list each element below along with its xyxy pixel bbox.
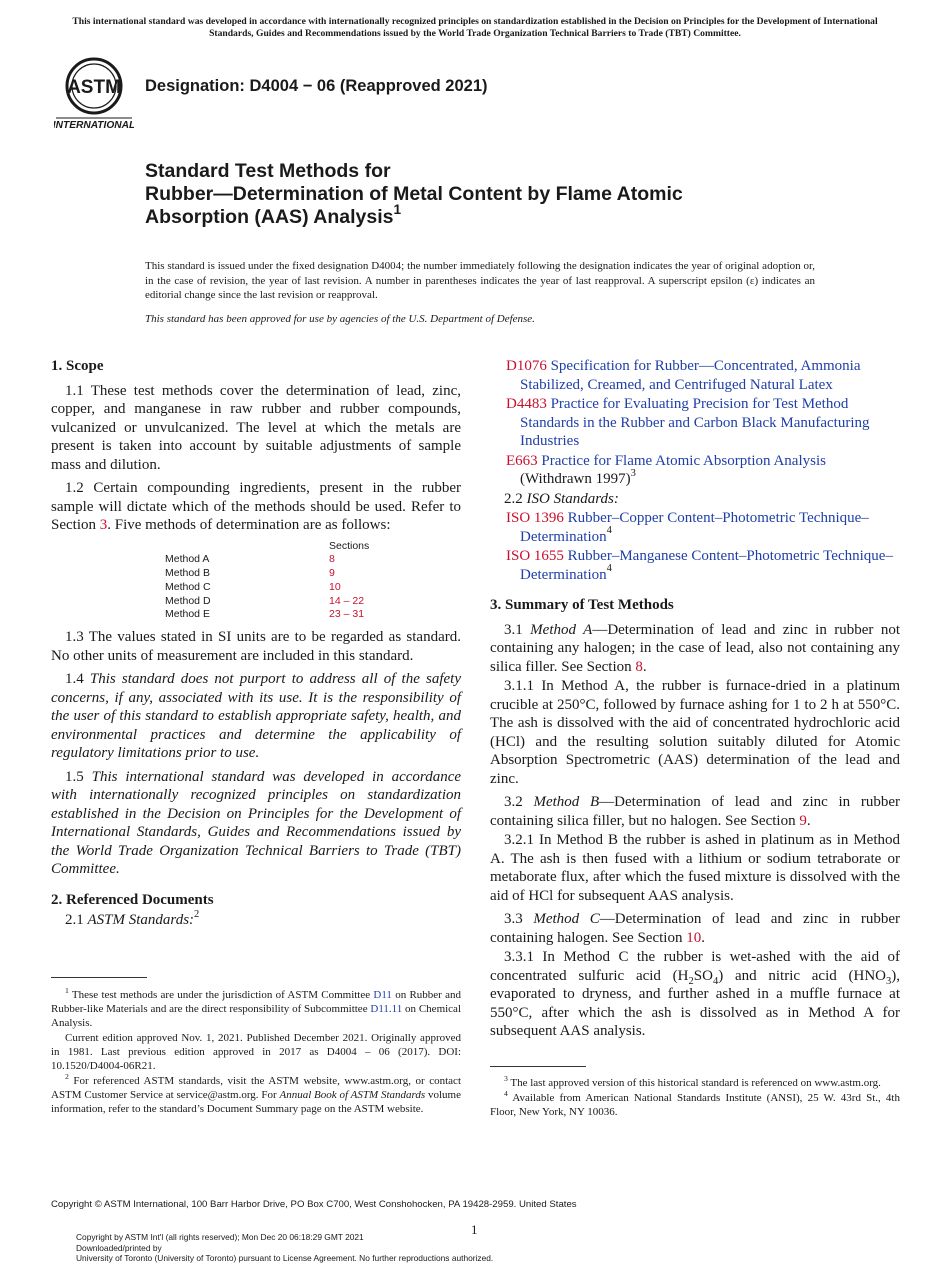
method-sections-link[interactable]: 23 – 31 xyxy=(329,608,365,621)
logo-text: ASTM xyxy=(67,77,121,98)
footnote-divider xyxy=(51,977,147,978)
footnote-3-mark[interactable]: 3 xyxy=(630,467,636,479)
reference-title-link[interactable]: Practice for Flame Atomic Absorption Analysis xyxy=(541,452,826,469)
summary-3-1: 3.1 Method A—Determination of lead and zinc in rubber not containing any halogen; in the case of lead, also not containing any silica filler. See Section 8. xyxy=(490,621,900,675)
right-footnotes xyxy=(490,1073,900,1120)
approval-note: This standard has been approved for use by agencies of the U.S. Department of Defense. xyxy=(145,313,535,325)
title-line-1: Standard Test Methods for xyxy=(145,160,391,182)
methods-row xyxy=(165,608,461,622)
page-number: 1 xyxy=(471,1222,478,1237)
footnote-1-edition: Current edition approved Nov. 1, 2021. Published December 2021. Originally approved in 1981. Last previous edition approved in 2017 as D4004 – 06 (2017). DOI: 10.1520/D4004-06R21. xyxy=(51,1032,461,1072)
reference-code-link[interactable]: D1076 xyxy=(506,358,547,374)
copyright-line: Copyright © ASTM International, 100 Barr Harbor Drive, PO Box C700, West Conshohocken, PA 19428-2959. United States xyxy=(51,1199,577,1210)
methods-table xyxy=(165,540,461,623)
summary-3-1-1: 3.1.1 In Method A, the rubber is furnace-dried in a platinum crucible at 250°C, followed by furnace ashing for 1 to 2 h at 550°C. The ash is dissolved with the aid of concentrated hydrochloric acid (HCl) and the resulting solution suitably diluted for Atomic Absorption Spectrometric (AAS) determination of the lead and zinc. xyxy=(490,678,900,787)
summary-3-3-1: 3.3.1 In Method C the rubber is wet-ashed with the aid of concentrated sulfuric acid $(H_2SO_4)$ and nitric acid $(HNO_3)$, evaporated to dryness, and further ashed in a muffle furnace at 550°C, after which the ash is dissolved as in Method A for subsequent AAS analysis. xyxy=(490,949,900,1039)
reference-item: E663 Practice for Flame Atomic Absorption Analysis (Withdrawn 1997)$^3$ xyxy=(506,452,826,487)
reference-title-link[interactable]: Rubber–Copper Content–Photometric Technique–Determination xyxy=(520,510,869,545)
designation: Designation: D4004 − 06 (Reapproved 2021) xyxy=(145,77,488,95)
astm-logo-mark xyxy=(54,56,134,132)
right-column xyxy=(490,357,900,1046)
method-name: Method E xyxy=(165,608,210,621)
footnote-4: $^4$ Available from American National Standards Institute (ANSI), 25 W. 43rd St., 4th Floor, New York, NY 10036. xyxy=(490,1088,900,1118)
astm-logo xyxy=(54,56,134,132)
summary-3-3: 3.3 Method C—Determination of lead and zinc in rubber containing halogen. See Section 10. xyxy=(490,911,901,946)
methods-row xyxy=(165,567,461,581)
method-name: Method A xyxy=(165,553,210,566)
section-9-link[interactable]: 9 xyxy=(799,812,807,829)
method-sections-link[interactable]: 10 xyxy=(329,580,341,593)
scope-heading: 1. Scope xyxy=(51,358,104,374)
reference-code-link[interactable]: ISO 1655 xyxy=(506,548,564,564)
summary-3-2-1: 3.2.1 In Method B the rubber is ashed in platinum as in Method A. The ash is then fused with a lithium or sodium tetraborate or metaborate flux, after which the fused mixture is dissolved with the aid of HCl for subsequent AAS analysis. xyxy=(490,832,900,904)
footnote-1: $^1$ These test methods are under the jurisdiction of ASTM Committee D11 on Rubber and Rubber-like Materials and are the direct responsibility of Subcommittee D11.11 on Chemical Analysis. xyxy=(51,985,462,1029)
left-column xyxy=(51,357,461,935)
method-name: Method D xyxy=(165,594,211,607)
license-line-3: University of Toronto (University of Toronto) pursuant to License Agreement. No further reproductions authorized. xyxy=(76,1253,494,1264)
document-title xyxy=(145,160,865,229)
footnote-4-mark[interactable]: 4 xyxy=(606,563,612,575)
reference-title-link[interactable]: Practice for Evaluating Precision for Test Method Standards in the Rubber and Carbon Black Manufacturing Industries xyxy=(520,396,870,449)
license-notice xyxy=(76,1232,493,1264)
reference-code-link[interactable]: ISO 1396 xyxy=(506,510,564,526)
methods-row xyxy=(165,595,461,609)
footnote-2: $^2$ For referenced ASTM standards, visit the ASTM website, www.astm.org, or contact ASTM Customer Service at service@astm.org. For Annual Book of ASTM Standards volume information, refer to the standard’s Document Summary page on the ASTM website. xyxy=(51,1071,461,1115)
title-line-3-text: Absorption (AAS) Analysis xyxy=(145,206,394,228)
method-sections-link[interactable]: 8 xyxy=(329,553,335,566)
top-notice: This international standard was developed in accordance with internationally recognized principles on standardization established in the Decision on Principles for the Development of International Standards, Guides and Recommendations issued by the World Trade Organization Technical Barriers to Trade (TBT) Committee. xyxy=(72,16,878,39)
methods-table-header: Sections xyxy=(329,539,370,552)
methods-row xyxy=(165,553,461,567)
section-8-link[interactable]: 8 xyxy=(635,658,643,675)
method-sections-link[interactable]: 14 – 22 xyxy=(329,594,365,607)
issue-note: This standard is issued under the fixed designation D4004; the number immediately following the designation indicates the year of original adoption or, in the case of revision, the year of last revision. A number in parentheses indicates the year of last reapproval. A superscript epsilon (ε) indicates an editorial change since the last revision or reapproval. xyxy=(145,260,815,301)
section-10-link[interactable]: 10 xyxy=(686,929,702,946)
reference-title-link[interactable]: Rubber–Manganese Content–Photometric Technique–Determination xyxy=(520,548,893,583)
scope-1-1: 1.1 These test methods cover the determination of lead, zinc, copper, and manganese in raw rubber and rubber compounds, vulcanized or unvulcanized. The level at which the metals are present is taken into account by suitable adjustments of sample mass and dilution. xyxy=(51,382,461,473)
referenced-2-2: 2.2 ISO Standards: xyxy=(504,490,619,507)
reference-item xyxy=(490,547,900,584)
referenced-documents-heading: 2. Referenced Documents xyxy=(51,891,214,908)
subcommittee-d11-11-link[interactable]: D11.11 xyxy=(370,1003,403,1015)
title-line-3 xyxy=(145,202,865,229)
scope-1-5: 1.5 This international standard was developed in accordance with internationally recognized principles on standardization established in the Decision on Principles for the Development of International Standards, Guides and Recommendations issued by the World Trade Organization Technical Barriers to Trade (TBT) Committee. xyxy=(51,768,462,878)
title-line-2: Rubber—Determination of Metal Content by Flame Atomic xyxy=(145,183,683,205)
left-footnotes xyxy=(51,985,462,1117)
license-line-1: Copyright by ASTM Int'l (all rights reserved); Mon Dec 20 06:18:29 GMT 2021 xyxy=(76,1232,364,1242)
logo-subtext: INTERNATIONAL xyxy=(54,120,134,131)
footnote-divider xyxy=(490,1066,586,1067)
reference-code-link[interactable]: D4483 xyxy=(506,396,547,412)
scope-1-2: 1.2 Certain compounding ingredients, present in the rubber sample will dictate which of the methods should be used. Refer to Section 3. Five methods of determination are as follows: xyxy=(51,480,461,533)
footnote-4-mark[interactable]: 4 xyxy=(606,525,612,537)
summary-3-2: 3.2 Method B—Determination of lead and zinc in rubber containing silica filler, but no halogen. See Section 9. xyxy=(490,794,901,829)
committee-d11-link[interactable]: D11 xyxy=(373,989,392,1001)
referenced-2-1: 2.1 ASTM Standards:$^2$ xyxy=(65,909,200,929)
section-3-link[interactable]: 3 xyxy=(99,517,108,533)
summary-heading: 3. Summary of Test Methods xyxy=(490,597,674,613)
footnote-2-mark[interactable]: 2 xyxy=(194,909,200,921)
footnote-3: $^3$ The last approved version of this historical standard is referenced on www.astm.org. xyxy=(504,1073,881,1089)
methods-row xyxy=(165,581,461,595)
reference-item xyxy=(490,509,900,546)
method-sections-link[interactable]: 9 xyxy=(329,567,335,580)
reference-code-link[interactable]: E663 xyxy=(506,452,538,469)
reference-item xyxy=(490,357,900,394)
title-footnote-mark[interactable]: 1 xyxy=(393,202,402,218)
scope-1-4: 1.4 This standard does not purport to address all of the safety concerns, if any, associated with its use. It is the responsibility of the user of this standard to establish appropriate safety, health, and environmental practices and determine the applicability of regulatory limitations prior to use. xyxy=(51,671,462,762)
method-name: Method C xyxy=(165,580,211,593)
license-line-2: Downloaded/printed by xyxy=(76,1242,162,1253)
scope-1-3: 1.3 The values stated in SI units are to be regarded as standard. No other units of measurement are included in this standard. xyxy=(51,629,461,664)
reference-title-link[interactable]: Specification for Rubber—Concentrated, Ammonia Stabilized, Creamed, and Centrifuged Natural Latex xyxy=(520,358,861,393)
method-name: Method B xyxy=(165,567,210,580)
reference-item xyxy=(490,395,900,451)
